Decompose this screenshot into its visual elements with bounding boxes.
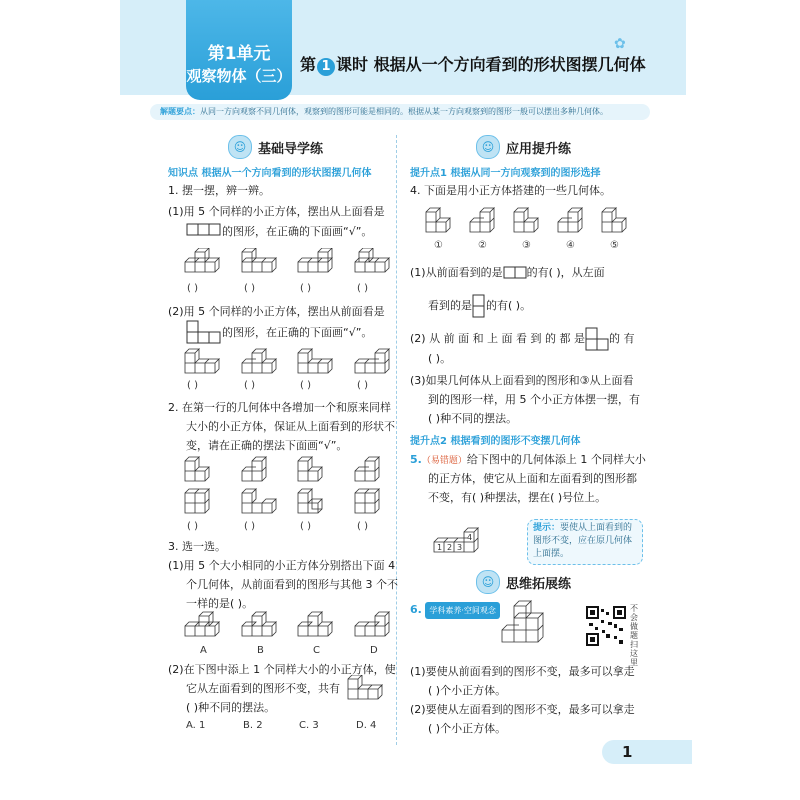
q3-title: 3. 选一选。 <box>168 540 226 553</box>
left-shape-icon <box>472 294 486 318</box>
section-thinking-title: 思维拓展练 <box>506 576 572 592</box>
q1-2-answer-d[interactable]: ( ) <box>357 380 368 391</box>
q1-1-figures <box>180 248 395 282</box>
q2-answer-c[interactable]: ( ) <box>300 521 311 532</box>
q5-line3: 不变，有( )种摆法，摆在( )号位上。 <box>428 491 607 504</box>
unit-tab <box>186 0 292 100</box>
q3-2-line2: 它从左面看到的图形不变，共有 <box>186 682 340 695</box>
q2-figures <box>180 455 395 519</box>
q1-2-line1: (2)用 5 个同样的小正方体，摆出从前面看是 <box>168 305 385 318</box>
butterfly-icon: ✿ <box>614 36 626 52</box>
q5-line2: 的正方体，使它从上面和左面看到的图形都 <box>428 472 637 485</box>
q3-2-line3: ( )种不同的摆法。 <box>186 701 276 714</box>
q2-line2: 大小的小正方体，保证从上面看到的形状不 <box>186 420 395 433</box>
q5-cube-label: 2 <box>447 543 453 552</box>
column-divider <box>396 135 397 745</box>
q6-2-line2: ( )个小正方体。 <box>428 722 507 735</box>
q3-2-option-a[interactable]: A. 1 <box>186 720 206 731</box>
q4-1-line1: (1)从前面看到的是 的有( )，从左面 <box>410 266 605 279</box>
front-top-shape-icon <box>585 327 609 351</box>
q2-answer-a[interactable]: ( ) <box>187 521 198 532</box>
knowledge-point: 知识点 根据从一个方向看到的形状图摆几何体 <box>168 168 372 179</box>
section-apply-header <box>476 134 571 160</box>
q3-1-figures <box>180 610 395 644</box>
q1-2-answer-b[interactable]: ( ) <box>244 380 255 391</box>
hint-label: 提示： <box>533 523 561 533</box>
tips-text: 从同一方向观察不同几何体，观察到的图形可能是相同的。根据从某一方向观察到的图形一般可以摆出多种几何体。 <box>200 107 608 116</box>
q1-1-answer-d[interactable]: ( ) <box>357 283 368 294</box>
q3-1-line1: (1)用 5 个大小相同的小正方体分别搭出下面 4 <box>168 559 396 572</box>
q2-line3: 变，请在正确的摆法下面画“√”。 <box>186 439 348 452</box>
q1-2-answer-a[interactable]: ( ) <box>187 380 198 391</box>
q3-1-line3: 一样的是( )。 <box>186 597 254 610</box>
q1-1-line1: (1)用 5 个同样的小正方体，摆出从上面看是 <box>168 205 385 218</box>
q3-1-label-a: A <box>200 645 207 656</box>
literacy-tag: 学科素养·空间观念 <box>425 602 500 619</box>
q5-cube-label: 3 <box>457 543 463 552</box>
q1-title: 1. 摆一摆，辨一辨。 <box>168 184 270 197</box>
cube-figure <box>185 248 219 272</box>
point1: 提升点1 根据从同一方向观察到的图形选择 <box>410 168 601 179</box>
q6-1-line1: (1)要使从前面看到的图形不变，最多可以拿走 <box>410 665 635 678</box>
q3-1-label-d: D <box>370 645 378 656</box>
page-number: 1 <box>622 743 633 761</box>
lesson-title: 第 1 课时 根据从一个方向看到的形状图摆几何体 <box>300 55 646 74</box>
q4-label-3: ③ <box>522 240 531 251</box>
section-thinking-header <box>476 569 571 595</box>
q4-3-line3: ( )种不同的摆法。 <box>428 412 518 425</box>
q3-1-line2: 个几何体，从前面看到的图形与其他 3 个不 <box>186 578 398 591</box>
q3-2-figure <box>346 675 394 705</box>
unit-subtitle: 观察物体（三） <box>186 67 292 85</box>
q4-3-line2: 到的图形一样，用 5 个小正方体摆一摆，有 <box>428 393 640 406</box>
q1-2-answer-c[interactable]: ( ) <box>300 380 311 391</box>
q2-answer-d[interactable]: ( ) <box>357 521 368 532</box>
q4-2-line1: (2) 从 前 面 和 上 面 看 到 的 都 是 的 有 <box>410 327 635 351</box>
easy-mistake-tag: （易错题） <box>421 456 467 466</box>
section-apply-title: 应用提升练 <box>506 141 572 157</box>
q1-1-answer-c[interactable]: ( ) <box>300 283 311 294</box>
hint-box <box>527 519 643 565</box>
q5-cube-label: 4 <box>467 533 473 542</box>
q3-2-option-d[interactable]: D. 4 <box>356 720 377 731</box>
q2-answer-b[interactable]: ( ) <box>244 521 255 532</box>
q1-1-answer-b[interactable]: ( ) <box>244 283 255 294</box>
q4-label-2: ② <box>478 240 487 251</box>
q3-1-label-c: C <box>313 645 320 656</box>
q4-label-5: ⑤ <box>610 240 619 251</box>
q3-2-line1: (2)在下图中添上 1 个同样大小的小正方体，使 <box>168 663 396 676</box>
q4-3-line1: (3)如果几何体从上面看到的图形和③从上面看 <box>410 374 634 387</box>
q1-1-answer-a[interactable]: ( ) <box>187 283 198 294</box>
hint-text: 要使从上面看到的图形不变，应在原几何体上面摆。 <box>533 523 633 559</box>
point2: 提升点2 根据看到的图形不变摆几何体 <box>410 436 581 447</box>
cube-figure <box>298 248 332 272</box>
q3-2-option-c[interactable]: C. 3 <box>299 720 319 731</box>
q6-line: 6. 学科素养·空间观念 <box>410 602 500 619</box>
page-number-tab <box>602 740 692 764</box>
top-view-shape-icon <box>186 223 222 239</box>
q4-figures <box>424 206 634 242</box>
mascot-icon: ☺ <box>476 570 500 594</box>
unit-title: 第1单元 <box>207 44 271 64</box>
lesson-number-badge: 1 <box>317 58 335 76</box>
qr-code-icon[interactable] <box>586 606 626 646</box>
q3-1-label-b: B <box>257 645 264 656</box>
front-shape-icon <box>503 266 527 280</box>
q1-2-line2: 的图形，在正确的下面画“√”。 <box>222 326 373 339</box>
q1-1-line2: 的图形，在正确的下面画“√”。 <box>222 225 373 238</box>
tips-bar <box>150 104 650 120</box>
q6-figure <box>498 600 558 648</box>
q4-line1: 4. 下面是用小正方体搭建的一些几何体。 <box>410 184 611 197</box>
q1-2-figures <box>180 345 395 379</box>
section-basic-title: 基础导学练 <box>258 141 324 157</box>
q4-label-4: ④ <box>566 240 575 251</box>
cube-figure <box>355 248 389 272</box>
q4-1-line2: 看到的是 的有( )。 <box>428 294 531 318</box>
q3-2-option-b[interactable]: B. 2 <box>243 720 263 731</box>
mascot-icon: ☺ <box>476 135 500 159</box>
q5-figure <box>432 522 496 556</box>
q4-2-line2: ( )。 <box>428 352 452 365</box>
section-basic-header <box>228 134 323 160</box>
front-view-shape-icon <box>186 320 222 344</box>
q4-label-1: ① <box>434 240 443 251</box>
qr-caption: 不会做题扫这里 <box>630 604 638 667</box>
cube-figure <box>242 248 276 272</box>
q6-2-line1: (2)要使从左面看到的图形不变，最多可以拿走 <box>410 703 635 716</box>
q5-cube-label: 1 <box>437 543 443 552</box>
tips-label: 解题要点： <box>160 107 200 116</box>
q5-line1: 5.（易错题）给下图中的几何体添上 1 个同样大小 <box>410 453 646 466</box>
q6-1-line2: ( )个小正方体。 <box>428 684 507 697</box>
mascot-icon: ☺ <box>228 135 252 159</box>
q2-line1: 2. 在第一行的几何体中各增加一个和原来同样 <box>168 401 391 414</box>
